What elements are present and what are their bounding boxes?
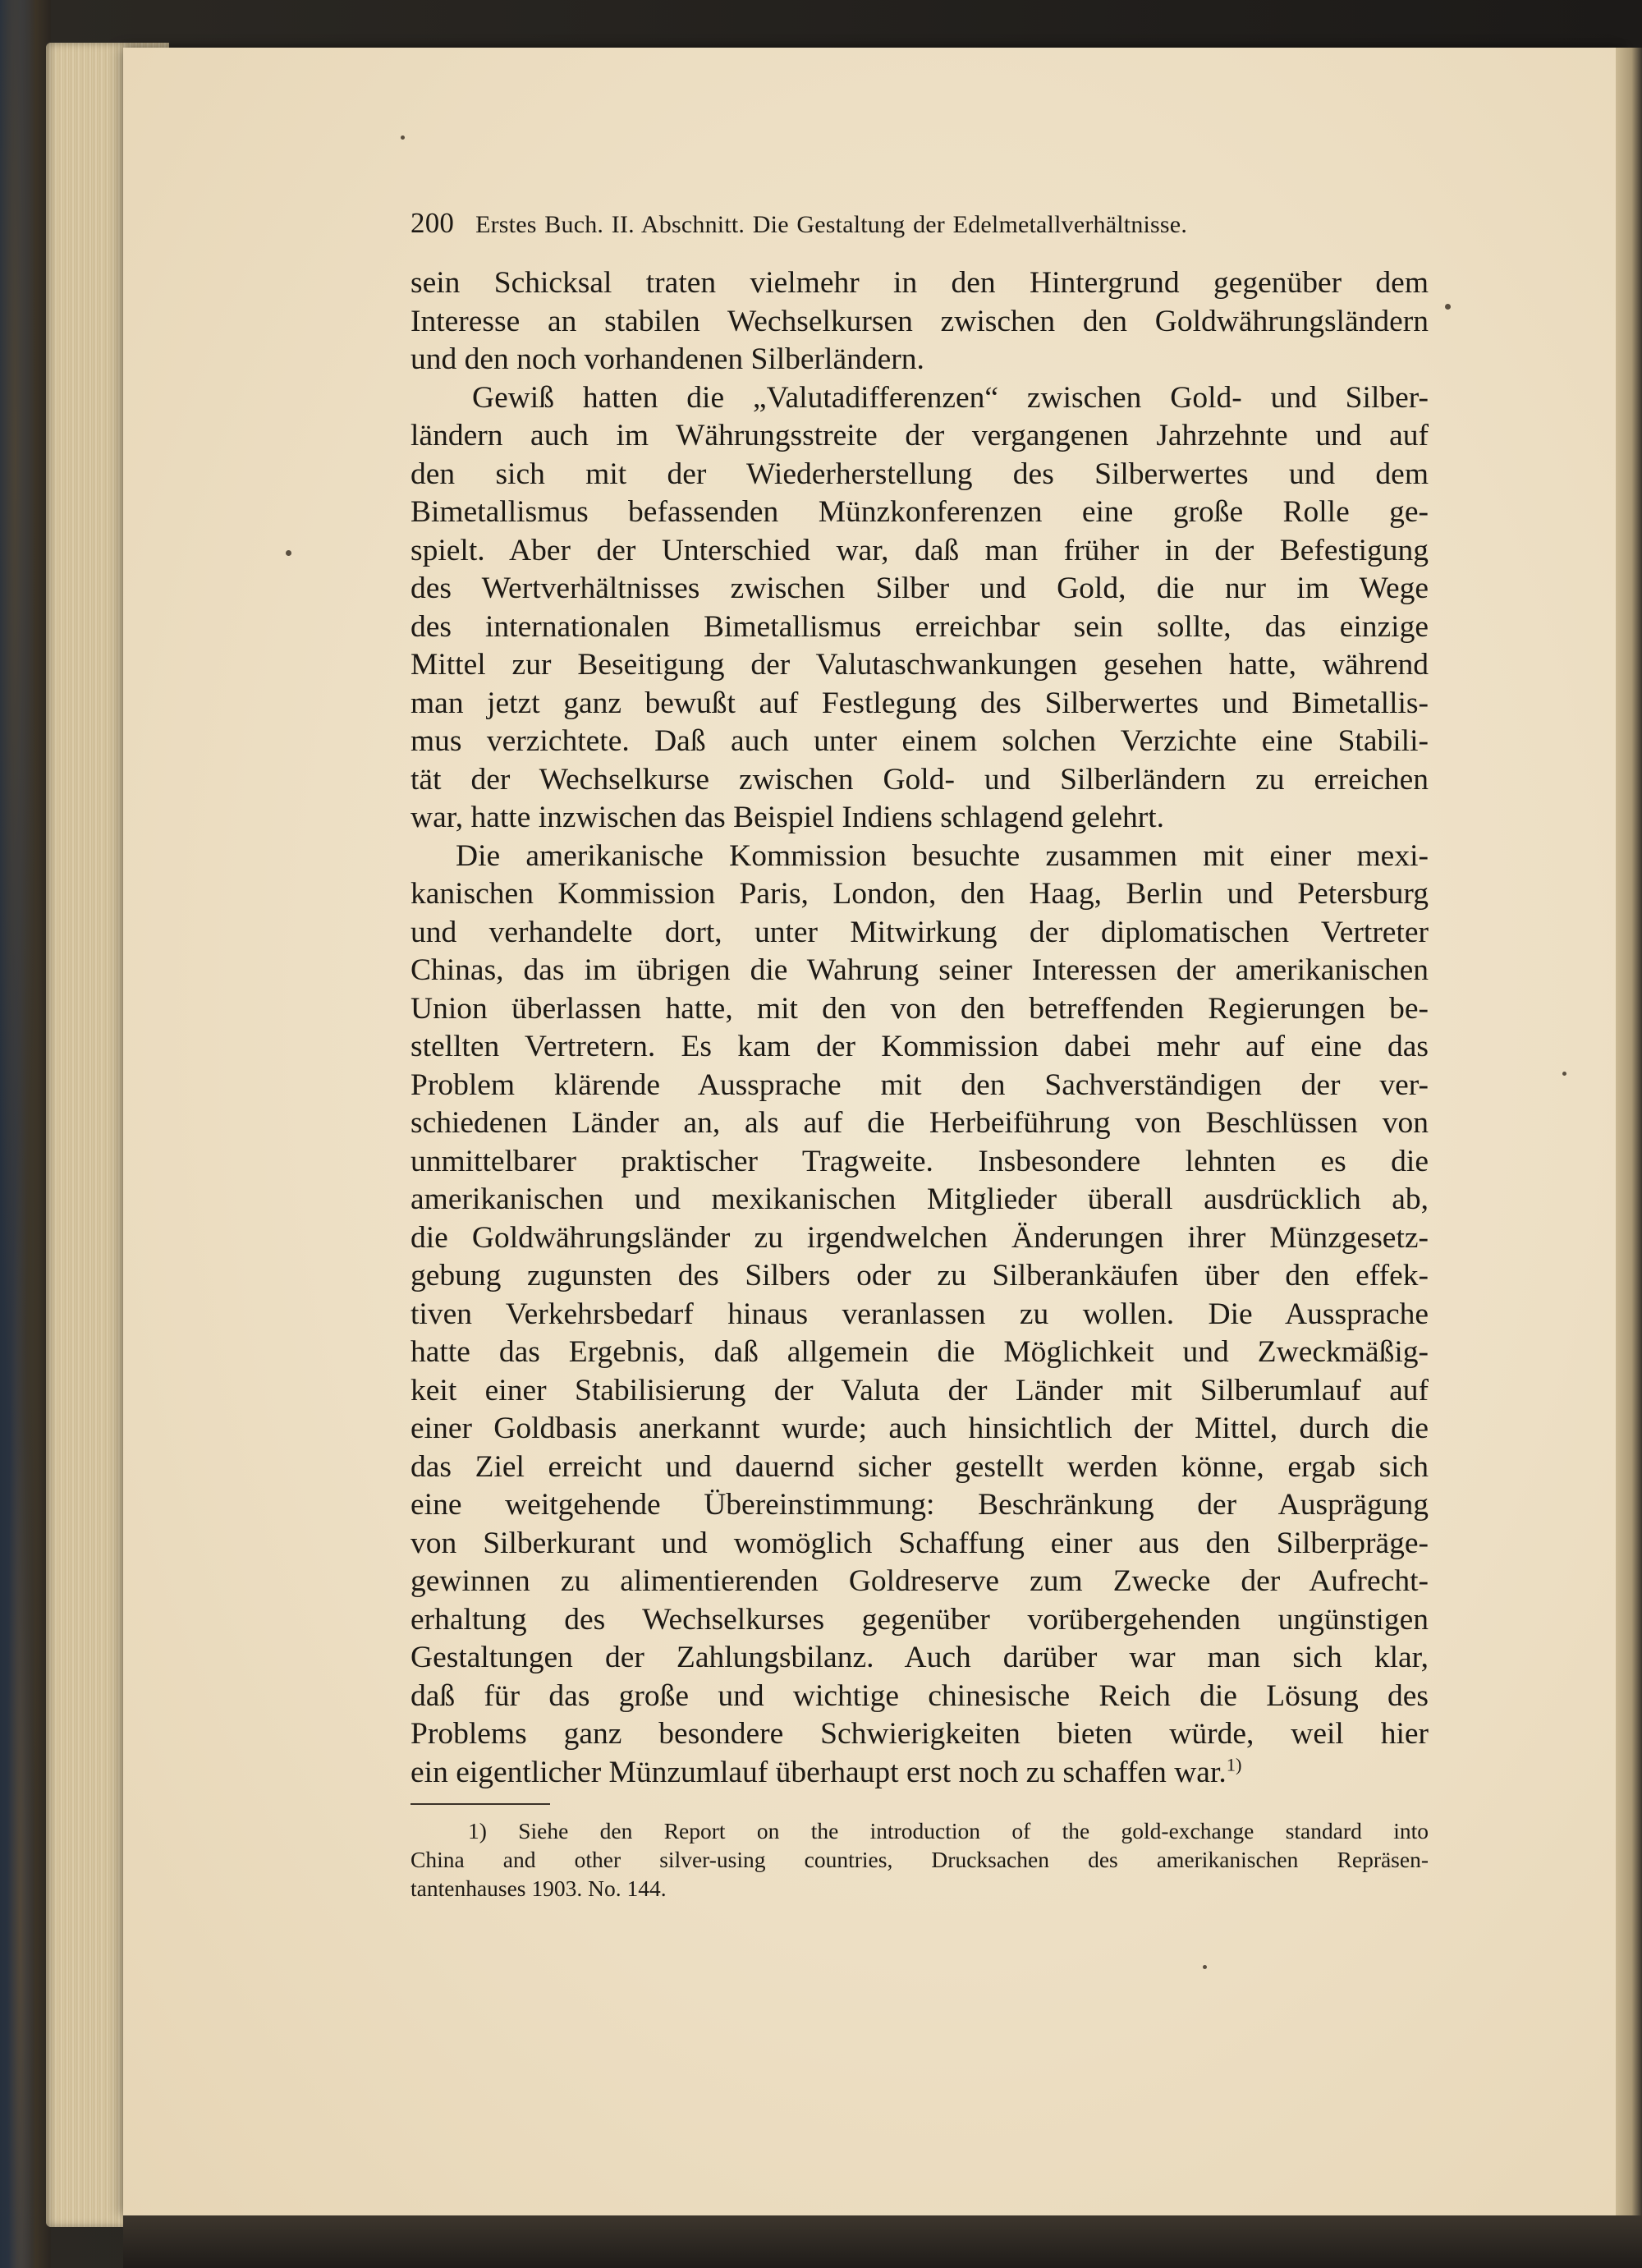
text-line: Die amerikanische Kommission besuchte zusammen mit einer mexi- [456, 838, 1429, 873]
text-line: keit einer Stabilisierung der Valuta der Länder mit Silberumlauf auf [410, 1373, 1429, 1407]
text-line: unmittelbarer praktischer Tragweite. Insbesondere lehnten es die [410, 1144, 1429, 1178]
footnote-marker: 1) [1226, 1754, 1242, 1774]
footnote [410, 1816, 1429, 1903]
footnote-rule [410, 1803, 550, 1805]
text-line: mus verzichtete. Daß auch unter einem solchen Verzichte eine Stabili- [410, 724, 1429, 758]
text-line: Gewiß hatten die „Valutadifferenzen“ zwischen Gold- und Silber- [472, 380, 1429, 415]
text-line: amerikanischen und mexikanischen Mitglieder überall ausdrücklich ab, [410, 1182, 1429, 1216]
text-line: gewinnen zu alimentierenden Goldreserve zum Zwecke der Aufrecht- [410, 1564, 1429, 1598]
text-line: des internationalen Bimetallismus erreichbar sein sollte, das einzige [410, 609, 1429, 644]
page-number: 200 [410, 207, 455, 239]
text-line: Problems ganz besondere Schwierigkeiten bieten würde, weil hier [410, 1717, 1429, 1751]
paper-speck [286, 550, 291, 556]
running-head [410, 207, 1429, 246]
footnote-line: tantenhauses 1903. No. 144. [410, 1875, 667, 1901]
body-text [410, 264, 1429, 1792]
text-line: Chinas, das im übrigen die Wahrung seiner Interessen der amerikanischen [410, 953, 1429, 987]
text-line: ländern auch im Währungsstreite der vergangenen Jahrzehnte und auf [410, 419, 1429, 452]
page-right-edge [1616, 48, 1642, 2215]
text-line: Bimetallismus befassenden Münzkonferenzen eine große Rolle ge- [410, 495, 1429, 529]
text-line: Mittel zur Beseitigung der Valutaschwankungen gesehen hatte, während [410, 648, 1429, 682]
text-line: gebung zugunsten des Silbers oder zu Silberankäufen über den effek- [410, 1259, 1429, 1292]
text-line: von Silberkurant und womöglich Schaffung einer aus den Silberpräge- [410, 1526, 1429, 1560]
footnote-line: 1) Siehe den Report on the introduction of the gold-exchange standard into [468, 1818, 1429, 1843]
text-line: und verhandelte dort, unter Mitwirkung der diplomatischen Vertreter [410, 915, 1429, 949]
paper-speck [1203, 1965, 1207, 1969]
text-line: spielt. Aber der Unterschied war, daß man früher in der Befestigung [410, 533, 1429, 567]
running-title: Erstes Buch. II. Abschnitt. Die Gestaltung der Edelmetallverhältnisse. [475, 211, 1188, 238]
text-line: einer Goldbasis anerkannt wurde; auch hinsichtlich der Mittel, durch die [410, 1412, 1429, 1445]
text-line: ein eigentlicher Münzumlauf überhaupt erst noch zu schaffen war.$^{1)}$ [410, 1754, 1242, 1789]
text-line: Union überlassen hatte, mit den von den betreffenden Regierungen be- [410, 991, 1429, 1026]
text-line: des Wertverhältnisses zwischen Silber und Gold, die nur im Wege [410, 572, 1429, 605]
footnote-line: China and other silver-using countries, Drucksachen des amerikanischen Repräsen- [410, 1847, 1429, 1872]
text-line: kanischen Kommission Paris, London, den Haag, Berlin und Petersburg [410, 877, 1429, 911]
text-line: man jetzt ganz bewußt auf Festlegung des Silberwertes und Bimetallis- [410, 686, 1429, 720]
text-line: die Goldwährungsländer zu irgendwelchen Änderungen ihrer Münzgesetz- [410, 1220, 1429, 1255]
text-line: eine weitgehende Übereinstimmung: Beschränkung der Ausprägung [410, 1488, 1429, 1522]
paper-speck [401, 135, 405, 140]
paragraph [410, 379, 1429, 838]
text-line: schiedenen Länder an, als auf die Herbeiführung von Beschlüssen von [410, 1106, 1429, 1140]
text-line: und den noch vorhandenen Silberländern. [410, 342, 924, 376]
paragraph [410, 838, 1429, 1793]
text-line: erhaltung des Wechselkurses gegenüber vorübergehenden ungünstigen [410, 1602, 1429, 1637]
text-line: tiven Verkehrsbedarf hinaus veranlassen zu wollen. Die Aussprache [410, 1297, 1429, 1331]
text-line: das Ziel erreicht und dauernd sicher gestellt werden könne, ergab sich [410, 1449, 1429, 1484]
text-line: tät der Wechselkurse zwischen Gold- und Silberländern zu erreichen [410, 762, 1429, 797]
text-line: daß für das große und wichtige chinesische Reich die Lösung des [410, 1678, 1429, 1713]
text-line: Problem klärende Aussprache mit den Sachverständigen der ver- [410, 1067, 1429, 1102]
paragraph [410, 264, 1429, 379]
text-line: Interesse an stabilen Wechselkursen zwischen den Goldwährungsländern [410, 304, 1429, 338]
text-line: hatte das Ergebnis, daß allgemein die Möglichkeit und Zweckmäßig- [410, 1335, 1429, 1369]
paper-speck [1445, 304, 1451, 310]
text-line: Gestaltungen der Zahlungsbilanz. Auch darüber war man sich klar, [410, 1641, 1429, 1674]
text-line: war, hatte inzwischen das Beispiel Indiens schlagend gelehrt. [410, 801, 1164, 834]
text-line: stellten Vertretern. Es kam der Kommission dabei mehr auf eine das [410, 1030, 1429, 1063]
text-line: sein Schicksal traten vielmehr in den Hintergrund gegenüber dem [410, 266, 1429, 300]
page-text [410, 207, 1429, 1903]
paper-speck [1562, 1072, 1566, 1076]
book-cover-edge [0, 0, 51, 2268]
page-bottom-shadow [123, 2215, 1642, 2268]
text-line: den sich mit der Wiederherstellung des Silberwertes und dem [410, 457, 1429, 491]
